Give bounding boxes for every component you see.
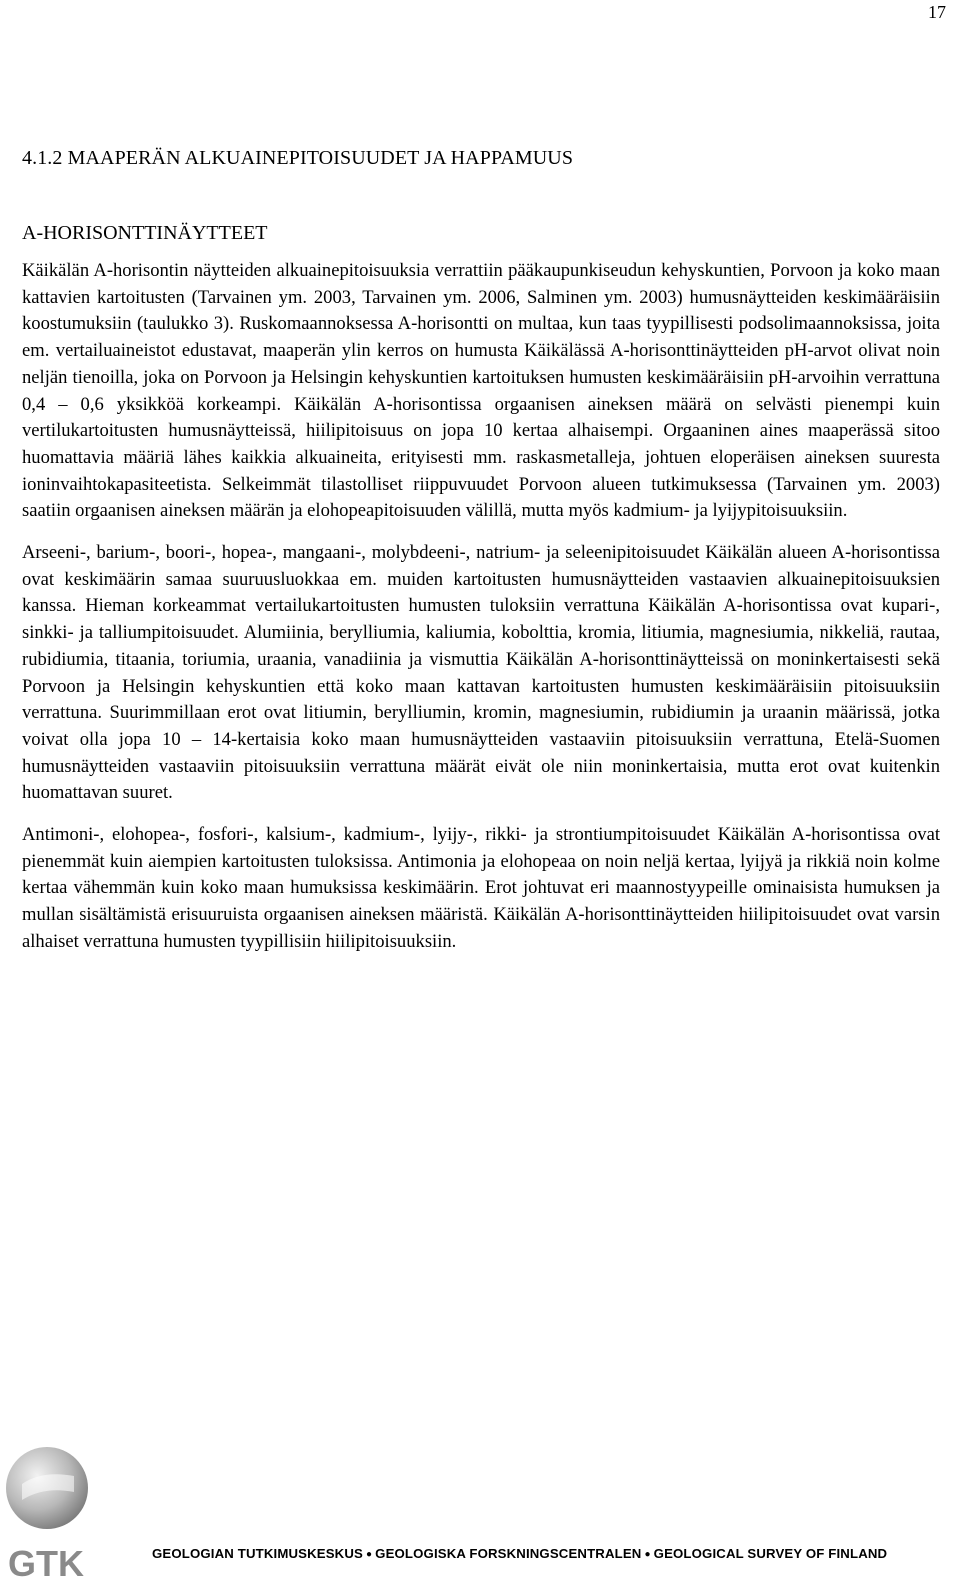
page-number: 17 [928, 2, 946, 22]
sub-heading: A-HORISONTTINÄYTTEET [22, 222, 268, 244]
institution-sv: GEOLOGISKA FORSKNINGSCENTRALEN [375, 1546, 642, 1561]
logo-text: GTK [8, 1543, 84, 1583]
separator-bullet: ● [365, 1549, 373, 1560]
separator-bullet: ● [644, 1549, 651, 1560]
footer-institutions [152, 1546, 887, 1561]
institution-fi: GEOLOGIAN TUTKIMUSKESKUS [152, 1546, 363, 1561]
institution-en: GEOLOGICAL SURVEY OF FINLAND [653, 1546, 888, 1561]
paragraph: Antimoni-, elohopea-, fosfori-, kalsium-, kadmium-, lyijy-, rikki- ja strontiumpitoisuudet Käikälän A-horisontissa ovat pienemmät kuin aiempien kartoitusten tuloksissa. Antimonia ja elohopeaa on noin neljä kertaa, lyijyä ja rikkiä noin kolme kertaa vähemmän kuin koko maan humuksissa keskimäärin. Erot johtuvat eri maannostyypeille ominaisista humuksen ja mullan sisältämistä erisuuruista orgaanisen aineksen määristä. Käikälän A-horisonttinäytteiden hiilipitoisuudet ovat varsin alhaiset verrattuna humusten tyypillisiin hiilipitoisuuksiin. [22, 824, 940, 952]
body-text [22, 258, 940, 971]
paragraph: Käikälän A-horisontin näytteiden alkuainepitoisuuksia verrattiin pääkaupunkiseudun kehyskuntien, Porvoon ja koko maan kattavien kartoitusten (Tarvainen ym. 2003, Tarvainen ym. 2006, Salminen ym. 2003) humusnäytteiden keskimääräisiin koostumuksiin (taulukko 3). Ruskomaannoksessa A-horisontti on multaa, kun taas tyypillisesti podsolimaannoksissa, joita em. vertailuaineistot edustavat, maaperän ylin kerros on humusta Käikälässä A-horisonttinäytteiden pH-arvot olivat noin neljän tienoilla, joka on Porvoon ja Helsingin kehyskuntien kartoituksen humusten keskimääräisiin pH-arvoihin verrattuna 0,4 – 0,6 yksikköä korkeampi. Käikälän A-horisontissa orgaanisen aineksen määrä on selvästi pienempi kuin vertilukartoitusten humusnäytteissä, hiilipitoisuus on jopa 10 kertaa alhaisempi. Orgaaninen aines maaperässä sitoo huomattavia määriä lähes kaikkia alkuaineita, erityisesti mm. raskasmetalleja, johtuen eloperäisen aineksen suuresta ioninvaihtokapasiteetista. Selkeimmät tilastolliset riippuvuudet Porvoon alueen tutkimuksessa (Tarvainen ym. 2003) saatiin orgaanisen aineksen määrän ja elohopeapitoisuuden välillä, mutta myös kadmium- ja lyijypitoisuuksiin. [22, 260, 940, 522]
page-footer [0, 1430, 960, 1583]
paragraph: Arseeni-, barium-, boori-, hopea-, mangaani-, molybdeeni-, natrium- ja seleenipitoisuudet Käikälän alueen A-horisontissa ovat keskimäärin samaa suuruusluokkaa em. muiden kartoitusten humusnäytteiden vastaavien alkuainepitoisuuksien kanssa. Hieman korkeammat vertailukartoitusten humusten tuloksiin verrattuna Käikälän A-horisontissa ovat kupari-, sinkki- ja talliumpitoisuudet. Alumiinia, berylliumia, kaliumia, kobolttia, kromia, litiumia, magnesiumia, nikkeliä, rautaa, rubidiumia, titaania, toriumia, uraania, vanadiinia ja vismuttia Käikälän A-horisonttinäytteissä on moninkertaisesti sekä Porvoon ja Helsingin kehyskuntien että koko maan kattavan kartoitusten humusten keskimääräisiin pitoisuuksiin verrattuna. Suurimmillaan erot ovat litiumin, berylliumin, kromin, magnesiumin, rubidiumin ja uraanin määrissä, jotka voivat olla jopa 10 – 14-kertaisia koko maan humusnäytteiden vastaaviin pitoisuuksiin verrattuna, Etelä-Suomen humusnäytteiden vastaaviin pitoisuuksiin verrattuna määrät eivät ole niin moninkertaisia, mutta erot ovat kuitenkin huomattavan suuret. [22, 542, 940, 804]
section-heading: 4.1.2 MAAPERÄN ALKUAINEPITOISUUDET JA HAPPAMUUS [22, 147, 574, 169]
gtk-logo [4, 1440, 90, 1583]
